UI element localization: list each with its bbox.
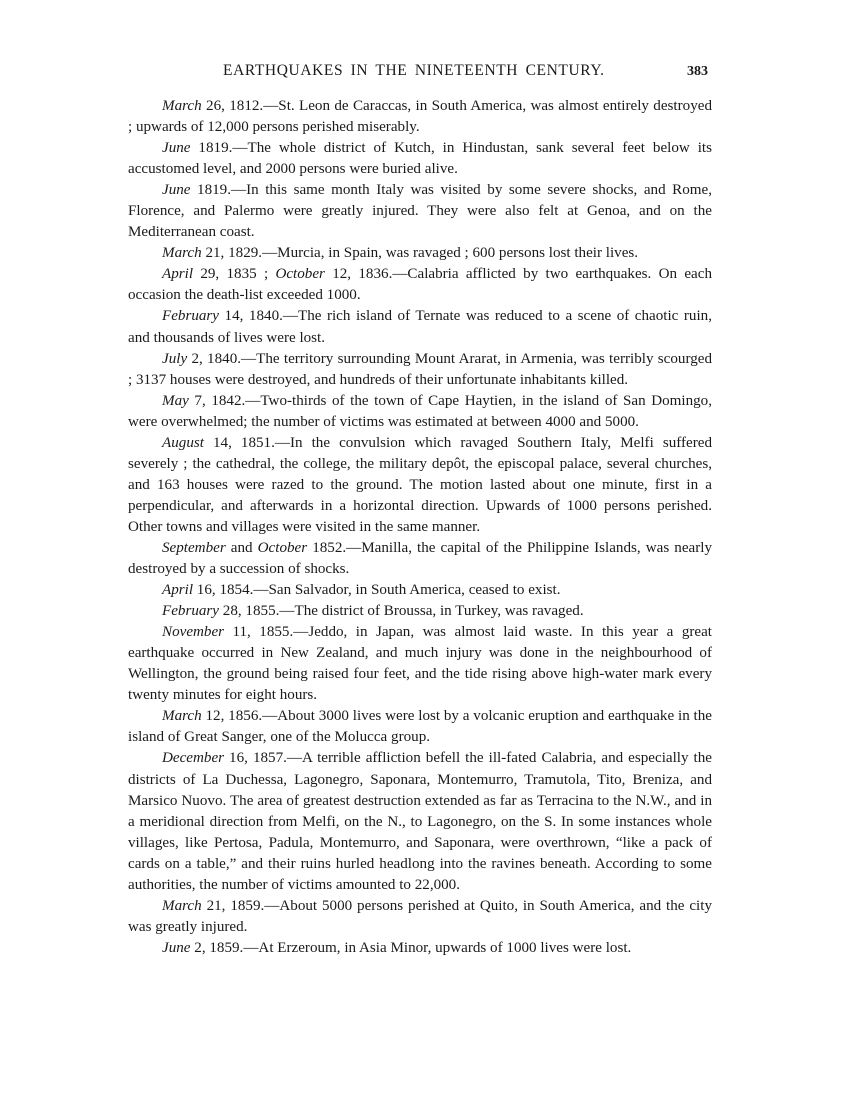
entry-date: March bbox=[162, 897, 202, 914]
entry-1840-july bbox=[128, 349, 712, 391]
entry-1859-march bbox=[128, 896, 712, 938]
entry-1855-february bbox=[128, 601, 712, 622]
body-text bbox=[128, 96, 712, 959]
entry-text: 1852.—Manilla, the capital of the Philippine Islands, was nearly destroyed by a succession of shocks. bbox=[128, 539, 712, 578]
entry-date: April bbox=[162, 582, 194, 599]
entry-1857-december bbox=[128, 748, 712, 895]
entry-date: July bbox=[162, 350, 188, 367]
page-number: 383 bbox=[687, 64, 708, 79]
entry-date: February bbox=[162, 603, 220, 620]
entry-date: June bbox=[162, 939, 191, 956]
entry-text: 28, 1855.—The district of Broussa, in Turkey, was ravaged. bbox=[219, 603, 584, 620]
entry-text-mid: 29, 1835 ; bbox=[193, 266, 276, 283]
entry-1859-june bbox=[128, 938, 712, 959]
running-head bbox=[128, 58, 712, 84]
entry-text: 1819.—The whole district of Kutch, in Hindustan, sank several feet below its accustomed level, and 2000 persons were buried alive. bbox=[128, 140, 712, 178]
book-page bbox=[128, 58, 712, 959]
entry-1854-april bbox=[128, 580, 712, 601]
entry-text: 26, 1812.—St. Leon de Caraccas, in South America, was almost entirely destroyed ; upwards of 12,000 persons perished miserably. bbox=[128, 98, 712, 136]
entry-text: 12, 1836.—Calabria afflicted by two earthquakes. On each occasion the death-list exceeded 1000. bbox=[128, 266, 712, 304]
entry-text: 16, 1854.—San Salvador, in South America, ceased to exist. bbox=[193, 582, 561, 599]
entry-date: September bbox=[162, 539, 226, 556]
entry-text: 16, 1857.—A terrible affliction befell the ill-fated Calabria, and especially the districts of La Duchessa, Lagonegro, Saponara, Montemurro, Tramutola, Tito, Breniza, and Marsico Nuovo. The area of greatest destruction extended as far as Terracina to the N.W., and in a meridional direction from Melfi, on the N., to Lagonegro, on the S. In some instances whole villages, like Pertosa, Padula, Montemurro, and Saponara, were overthrown, “like a pack of cards on a table,” and their ruins hurled headlong into the ravines beneath. According to some authorities, the number of victims amounted to 22,000. bbox=[128, 750, 712, 893]
entry-text: 21, 1829.—Murcia, in Spain, was ravaged ; 600 persons lost their lives. bbox=[201, 245, 639, 262]
entry-1812-march bbox=[128, 96, 712, 138]
entry-text-mid: and bbox=[225, 539, 258, 556]
entry-date: August bbox=[162, 434, 204, 451]
entry-text: 1819.—In this same month Italy was visited by some severe shocks, and Rome, Florence, and Palermo were greatly injured. They were also felt at Genoa, and on the Mediterranean coast. bbox=[128, 182, 712, 241]
entry-text: 7, 1842.—Two-thirds of the town of Cape Haytien, in the island of San Domingo, were overwhelmed; the number of victims was estimated at between 4000 and 5000. bbox=[128, 392, 712, 430]
entry-date: May bbox=[162, 392, 189, 409]
entry-1855-november bbox=[128, 622, 712, 706]
entry-1840-february bbox=[128, 306, 712, 348]
entry-date: March bbox=[162, 98, 202, 114]
entry-1829-march bbox=[128, 243, 712, 264]
entry-text: 12, 1856.—About 3000 lives were lost by a volcanic eruption and earthquake in the island of Great Sanger, one of the Molucca group. bbox=[128, 708, 712, 746]
entry-text: 14, 1840.—The rich island of Ternate was reduced to a scene of chaotic ruin, and thousands of lives were lost. bbox=[128, 308, 712, 346]
entry-1851-august bbox=[128, 433, 712, 538]
entry-date: February bbox=[162, 308, 220, 325]
entry-text: 2, 1859.—At Erzeroum, in Asia Minor, upwards of 1000 lives were lost. bbox=[190, 939, 632, 956]
entry-1852-september-october bbox=[128, 538, 712, 580]
running-title: EARTHQUAKES IN THE NINETEENTH CENTURY. bbox=[223, 62, 605, 79]
entry-date: April bbox=[162, 266, 194, 283]
entry-date: December bbox=[162, 750, 225, 767]
entry-date: June bbox=[162, 140, 191, 157]
entry-date: June bbox=[162, 182, 191, 199]
entry-text: 2, 1840.—The territory surrounding Mount Ararat, in Armenia, was terribly scourged ; 3137 houses were destroyed, and hundreds of their unfortunate inhabitants killed. bbox=[128, 350, 712, 388]
entry-date-2: October bbox=[275, 266, 325, 283]
entry-1842-may bbox=[128, 391, 712, 433]
entry-date: March bbox=[162, 245, 202, 262]
entry-date: November bbox=[162, 624, 225, 641]
entry-text: 14, 1851.—In the convulsion which ravaged Southern Italy, Melfi suffered severely ; the cathedral, the college, the military depôt, the episcopal palace, several churches, and 163 houses were razed to the ground. The motion lasted about one minute, first in a perpendicular, and afterwards in a horizontal direction. Upwards of 1000 persons perished. Other towns and villages were visited in the same manner. bbox=[128, 434, 712, 535]
entry-1856-march bbox=[128, 706, 712, 748]
entry-text: 21, 1859.—About 5000 persons perished at Quito, in South America, and the city was greatly injured. bbox=[128, 897, 712, 935]
entry-date-2: October bbox=[257, 539, 308, 556]
entry-text: 11, 1855.—Jeddo, in Japan, was almost laid waste. In this year a great earthquake occurred in New Zealand, and much injury was done in the neighbourhood of Wellington, the ground being raised four feet, and the tide rising above high-water mark every twenty minutes for eight hours. bbox=[128, 624, 712, 704]
entry-1819-june-italy bbox=[128, 180, 712, 243]
entry-1819-june-kutch bbox=[128, 138, 712, 180]
entry-1835-1836-calabria bbox=[128, 264, 712, 306]
entry-date: March bbox=[162, 708, 202, 725]
